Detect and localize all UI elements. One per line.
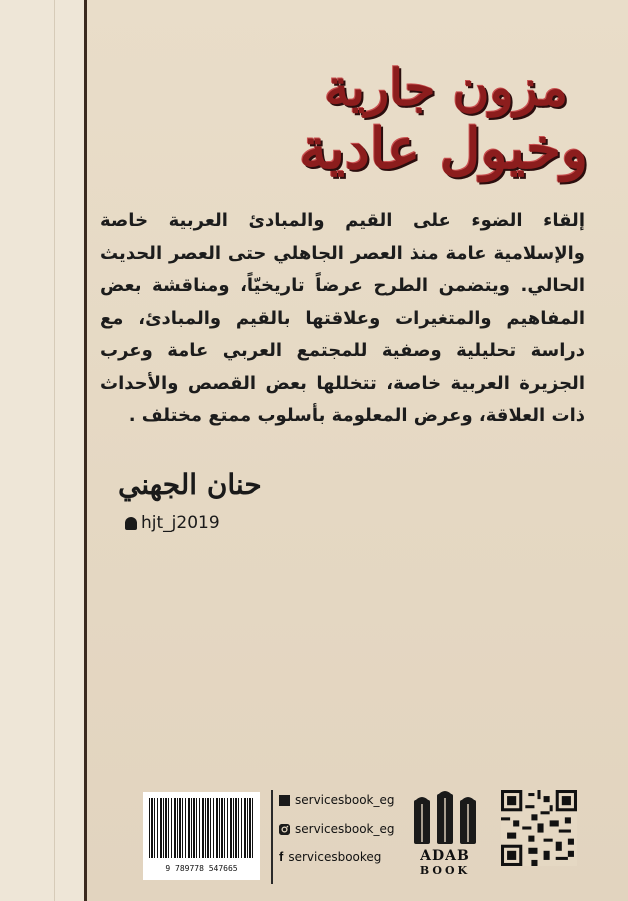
publisher-sub: BOOK bbox=[419, 864, 471, 877]
barcode-bars bbox=[149, 798, 254, 858]
twitter-icon bbox=[279, 795, 290, 806]
facebook-handle: servicesbookeg bbox=[288, 849, 382, 864]
facebook-icon: f bbox=[279, 849, 284, 864]
twitter-handle: servicesbook_eg bbox=[295, 793, 395, 807]
instagram-icon bbox=[279, 824, 290, 835]
author-handle-text: hjt_j2019 bbox=[141, 513, 220, 533]
book-blurb: إلقاء الضوء على القيم والمبادئ العربية خاصة والإسلامية عامة منذ العصر الجاهلي حتى العصر الحديث الحالي. ويتضمن الطرح عرضاً تاريخيّاً، ومناقشة بعض المفاهيم والمتغيرات وعلاقتها بالقيم والمبادئ، مع دراسة تحليلية وصفية للمجتمع العربي عامة وعرب الجزيرة العربية خاصة، تتخللها بعض القصص والأحداث ذات العلاقة، وعرض المعلومة بأسلوب ممتع مختلف . bbox=[100, 210, 585, 426]
isbn-barcode bbox=[143, 792, 260, 880]
social-facebook bbox=[279, 849, 381, 864]
spine-fold bbox=[54, 0, 55, 901]
instagram-handle: servicesbook_eg bbox=[295, 822, 395, 836]
snapchat-icon bbox=[125, 517, 137, 530]
book-spine bbox=[0, 0, 87, 901]
social-instagram bbox=[279, 822, 395, 836]
author-handle bbox=[125, 513, 220, 533]
book-title-line1: مزون جارية bbox=[324, 58, 568, 117]
book-title-line2: وخيول عادية bbox=[299, 116, 588, 182]
isbn-number: 9 789778 547665 bbox=[165, 864, 238, 873]
books-icon bbox=[410, 790, 480, 848]
social-twitter bbox=[279, 793, 395, 807]
publisher-name: ADAB bbox=[420, 848, 470, 864]
publisher-logo bbox=[410, 790, 480, 886]
author-name: حنان الجهني bbox=[118, 468, 262, 501]
divider bbox=[271, 790, 273, 884]
qr-code bbox=[501, 790, 577, 866]
